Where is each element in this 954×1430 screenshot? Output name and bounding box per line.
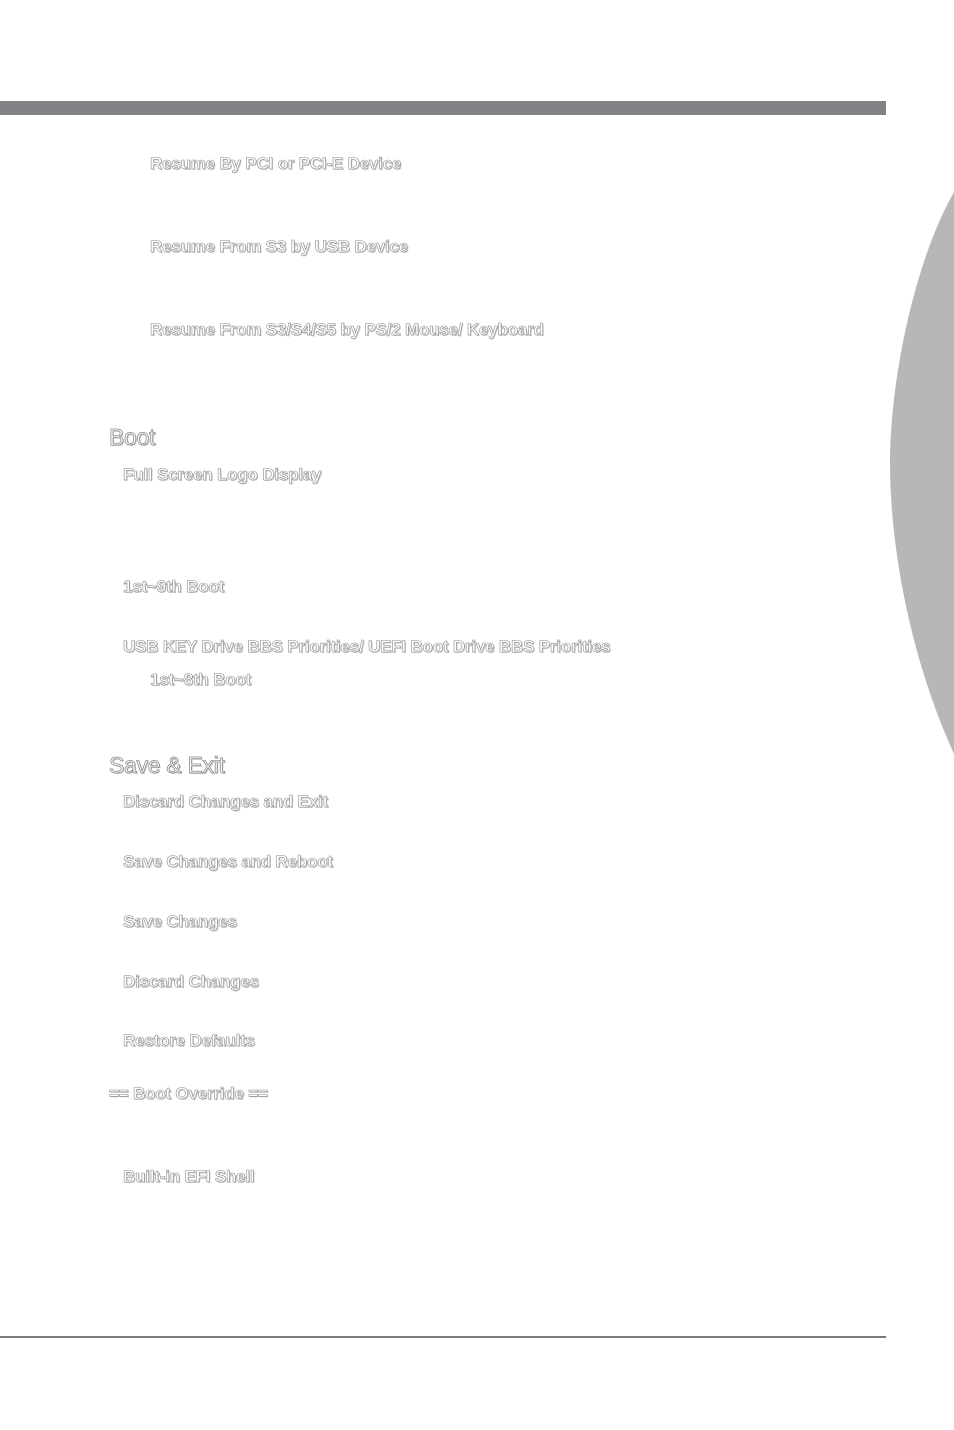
chapter-side-tab	[890, 192, 954, 754]
setting-boot-override: == Boot Override ==	[109, 1084, 268, 1103]
setting-efi-shell: Built-in EFI Shell	[123, 1167, 255, 1186]
setting-save-changes: Save Changes	[123, 912, 237, 931]
section-heading-boot: Boot	[109, 424, 156, 450]
header-bar	[0, 101, 886, 115]
setting-restore-defaults: Restore Defaults	[123, 1031, 255, 1050]
setting-bbs-priorities: USB KEY Drive BBS Priorities/ UEFI Boot Drive BBS Priorities	[123, 637, 611, 656]
footer-rule	[0, 1336, 886, 1338]
setting-full-screen-logo: Full Screen Logo Display	[123, 465, 322, 484]
section-heading-save-exit: Save & Exit	[109, 752, 225, 778]
setting-save-reboot: Save Changes and Reboot	[123, 852, 333, 871]
setting-boot-order: 1st~9th Boot	[123, 577, 225, 596]
setting-discard-changes: Discard Changes	[123, 972, 259, 991]
setting-boot-order-8: 1st~8th Boot	[150, 670, 252, 689]
setting-resume-ps2: Resume From S3/S4/S5 by PS/2 Mouse/ Keyboard	[150, 320, 544, 339]
setting-discard-exit: Discard Changes and Exit	[123, 792, 328, 811]
setting-resume-usb: Resume From S3 by USB Device	[150, 237, 408, 256]
setting-resume-pci: Resume By PCI or PCI-E Device	[150, 154, 402, 173]
